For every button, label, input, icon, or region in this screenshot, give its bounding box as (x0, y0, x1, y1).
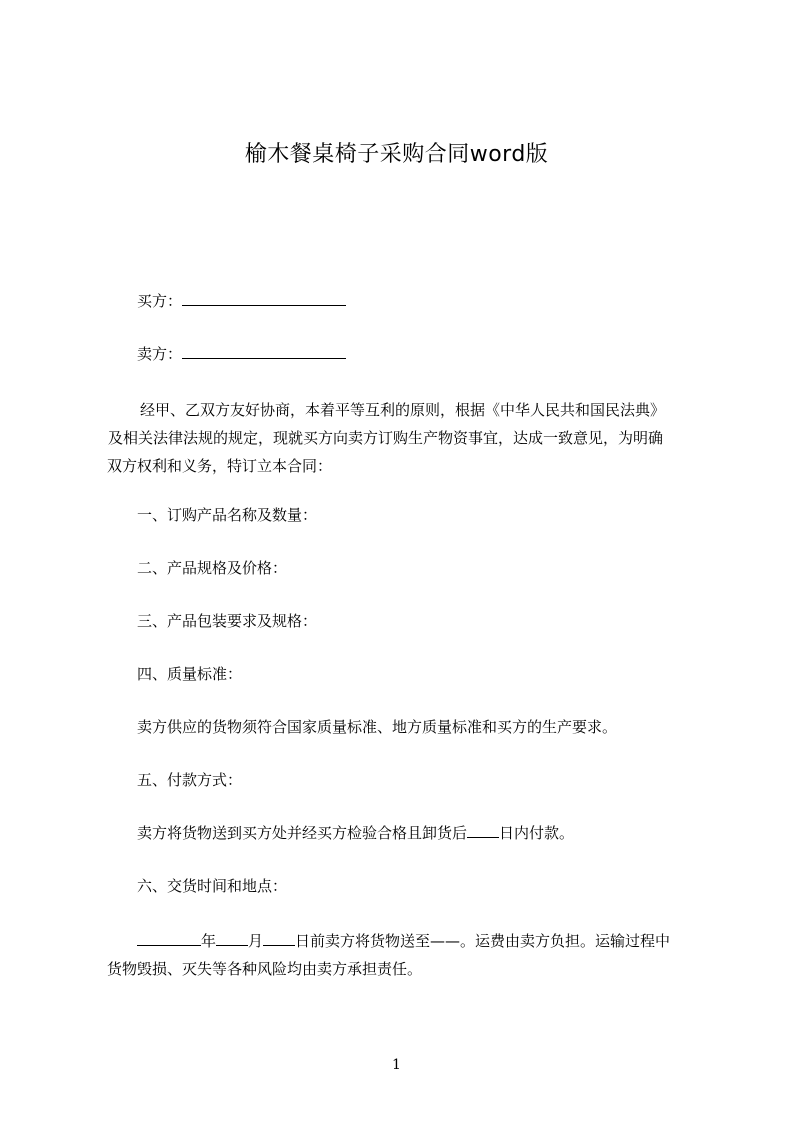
delivery-day-blank (263, 930, 295, 946)
section-4-heading: 四、质量标准： (137, 665, 243, 683)
page-number: 1 (392, 1057, 401, 1073)
delivery-year-blank (137, 930, 201, 946)
payment-text-start: 卖方将货物送到买方处并经买方检验合格且卸货后 (137, 824, 468, 842)
seller-blank (182, 343, 346, 359)
delivery-month-blank (216, 930, 248, 946)
delivery-year-label: 年 (201, 932, 217, 950)
delivery-paragraph (107, 927, 707, 983)
buyer-blank (182, 290, 346, 306)
buyer-label: 买方： (137, 292, 183, 310)
section-1-heading: 一、订购产品名称及数量： (137, 506, 318, 524)
section-6-heading: 六、交货时间和地点： (137, 877, 288, 895)
seller-line (137, 342, 346, 366)
section-4-text: 卖方供应的货物须符合国家质量标准、地方质量标准和买方的生产要求。 (137, 718, 618, 736)
intro-row-2: 及相关法律法规的规定，现就买方向卖方订购生产物资事宜，达成一致意见，为明确 (108, 429, 664, 447)
section-2-heading: 二、产品规格及价格： (137, 559, 288, 577)
intro-row-1: 经甲、乙双方友好协商，本着平等互利的原则，根据《中华人民共和国民法典》 (140, 401, 666, 419)
section-5-text (137, 821, 574, 845)
delivery-row-2: 货物毁损、灭失等各种风险均由卖方承担责任。 (107, 960, 423, 978)
document-title: 榆木餐桌椅子采购合同word版 (244, 142, 549, 167)
section-5-heading: 五、付款方式： (137, 771, 243, 789)
delivery-row-1 (137, 927, 707, 955)
delivery-text-start: 日前卖方将货物送至——。运费由卖方负担。运输过程中 (295, 932, 671, 950)
buyer-line (137, 289, 346, 313)
section-3-heading: 三、产品包装要求及规格： (137, 612, 318, 630)
delivery-month-label: 月 (248, 932, 264, 950)
intro-row-3: 双方权利和义务，特订立本合同： (107, 457, 333, 475)
payment-days-blank (467, 822, 499, 838)
intro-paragraph (107, 396, 707, 480)
payment-text-end: 日内付款。 (499, 824, 575, 842)
seller-label: 卖方： (137, 345, 183, 363)
